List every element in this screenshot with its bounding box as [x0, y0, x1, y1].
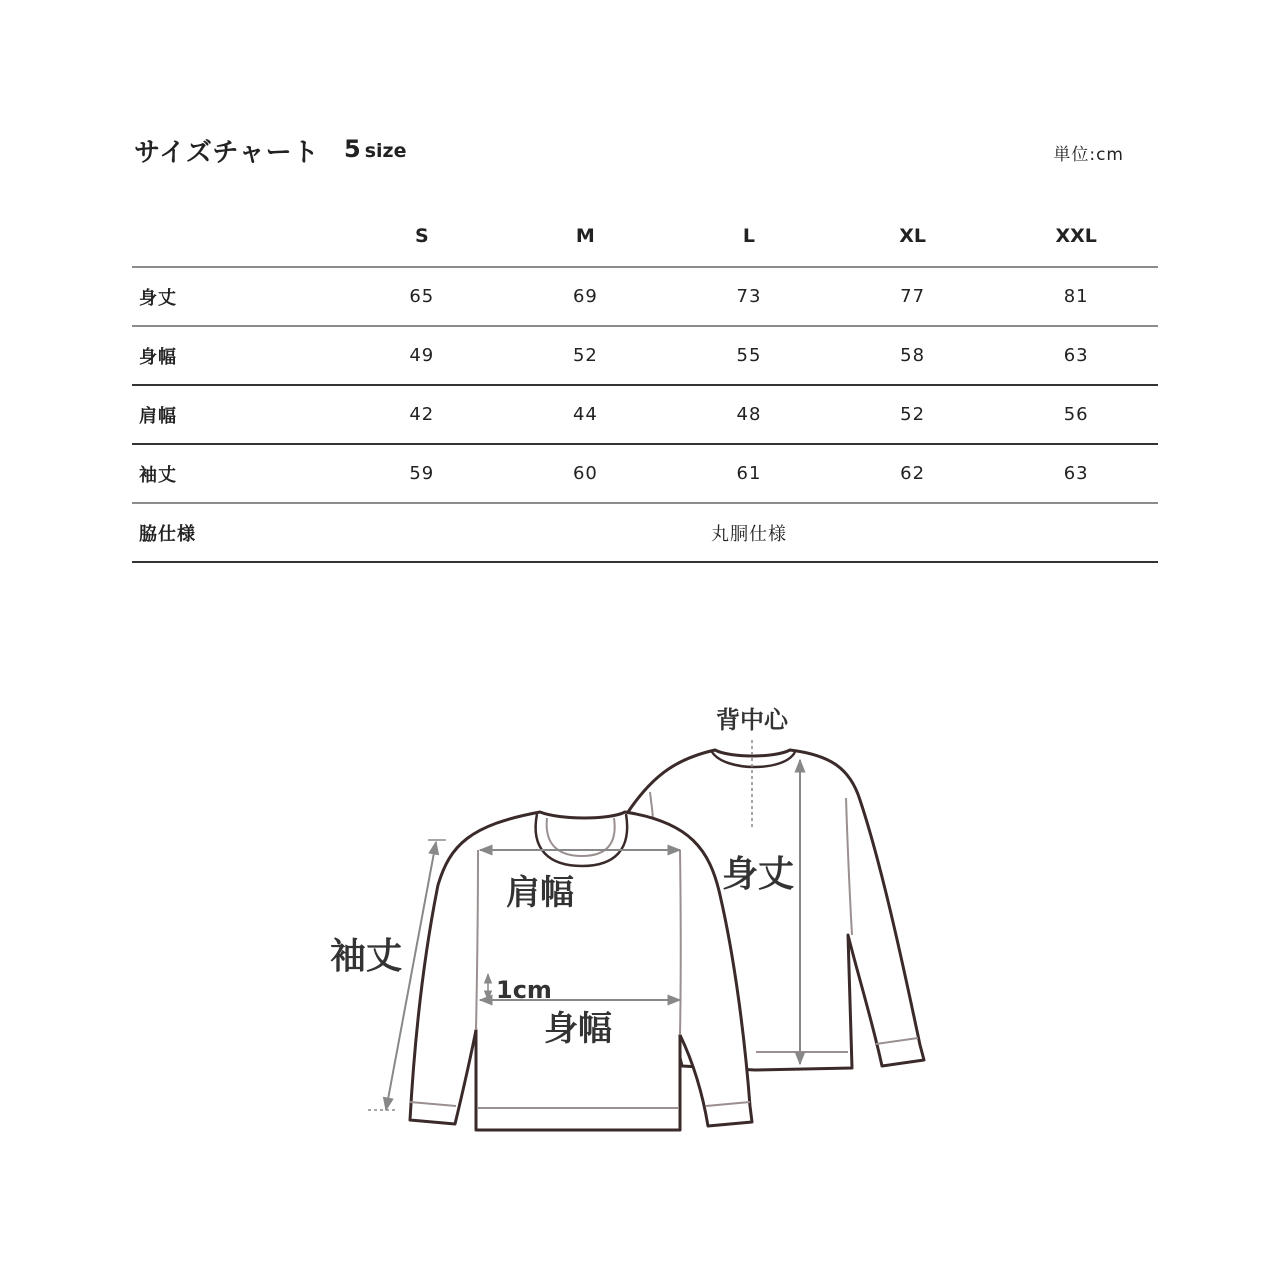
- column-header: L: [667, 206, 831, 267]
- table-cell: 69: [504, 267, 668, 326]
- sleeve-length-label: 袖丈: [329, 936, 403, 977]
- size-count-unit: size: [364, 140, 407, 162]
- column-header: XXL: [994, 206, 1158, 267]
- size-count-number: 5: [344, 135, 361, 163]
- back-center-label: 背中心: [716, 706, 788, 734]
- table-cell: 56: [994, 385, 1158, 444]
- front-body-outline: [410, 812, 752, 1130]
- column-header: M: [504, 206, 668, 267]
- offset-label: 1cm: [496, 976, 552, 1004]
- table-cell: 44: [504, 385, 668, 444]
- row-label: 身幅: [132, 326, 340, 385]
- table-cell: 60: [504, 444, 668, 503]
- page-title: サイズチャート: [134, 138, 320, 168]
- table-cell: 73: [667, 267, 831, 326]
- shoulder-width-label: 肩幅: [506, 873, 574, 913]
- table-cell: 62: [831, 444, 995, 503]
- table-cell: 61: [667, 444, 831, 503]
- table-cell: 52: [831, 385, 995, 444]
- body-length-label: 身丈: [721, 854, 795, 895]
- front-sleeve-seam-right: [680, 850, 681, 1035]
- table-cell: 58: [831, 326, 995, 385]
- column-header: XL: [831, 206, 995, 267]
- table-cell: 55: [667, 326, 831, 385]
- table-cell: 81: [994, 267, 1158, 326]
- table-cell: 65: [340, 267, 504, 326]
- unit-label: 単位:cm: [1053, 145, 1124, 165]
- table-cell: 77: [831, 267, 995, 326]
- body-width-label: 身幅: [544, 1009, 612, 1049]
- table-cell: 48: [667, 385, 831, 444]
- spec-value: 丸胴仕様: [340, 503, 1158, 562]
- table-cell: 49: [340, 326, 504, 385]
- row-label: 袖丈: [132, 444, 340, 503]
- front-shirt: [410, 812, 752, 1130]
- table-cell: 59: [340, 444, 504, 503]
- row-label: 肩幅: [132, 385, 340, 444]
- row-label: 脇仕様: [132, 503, 340, 562]
- column-header: S: [340, 206, 504, 267]
- row-label: 身丈: [132, 267, 340, 326]
- table-cell: 52: [504, 326, 668, 385]
- table-cell: 63: [994, 444, 1158, 503]
- table-cell: 42: [340, 385, 504, 444]
- table-cell: 63: [994, 326, 1158, 385]
